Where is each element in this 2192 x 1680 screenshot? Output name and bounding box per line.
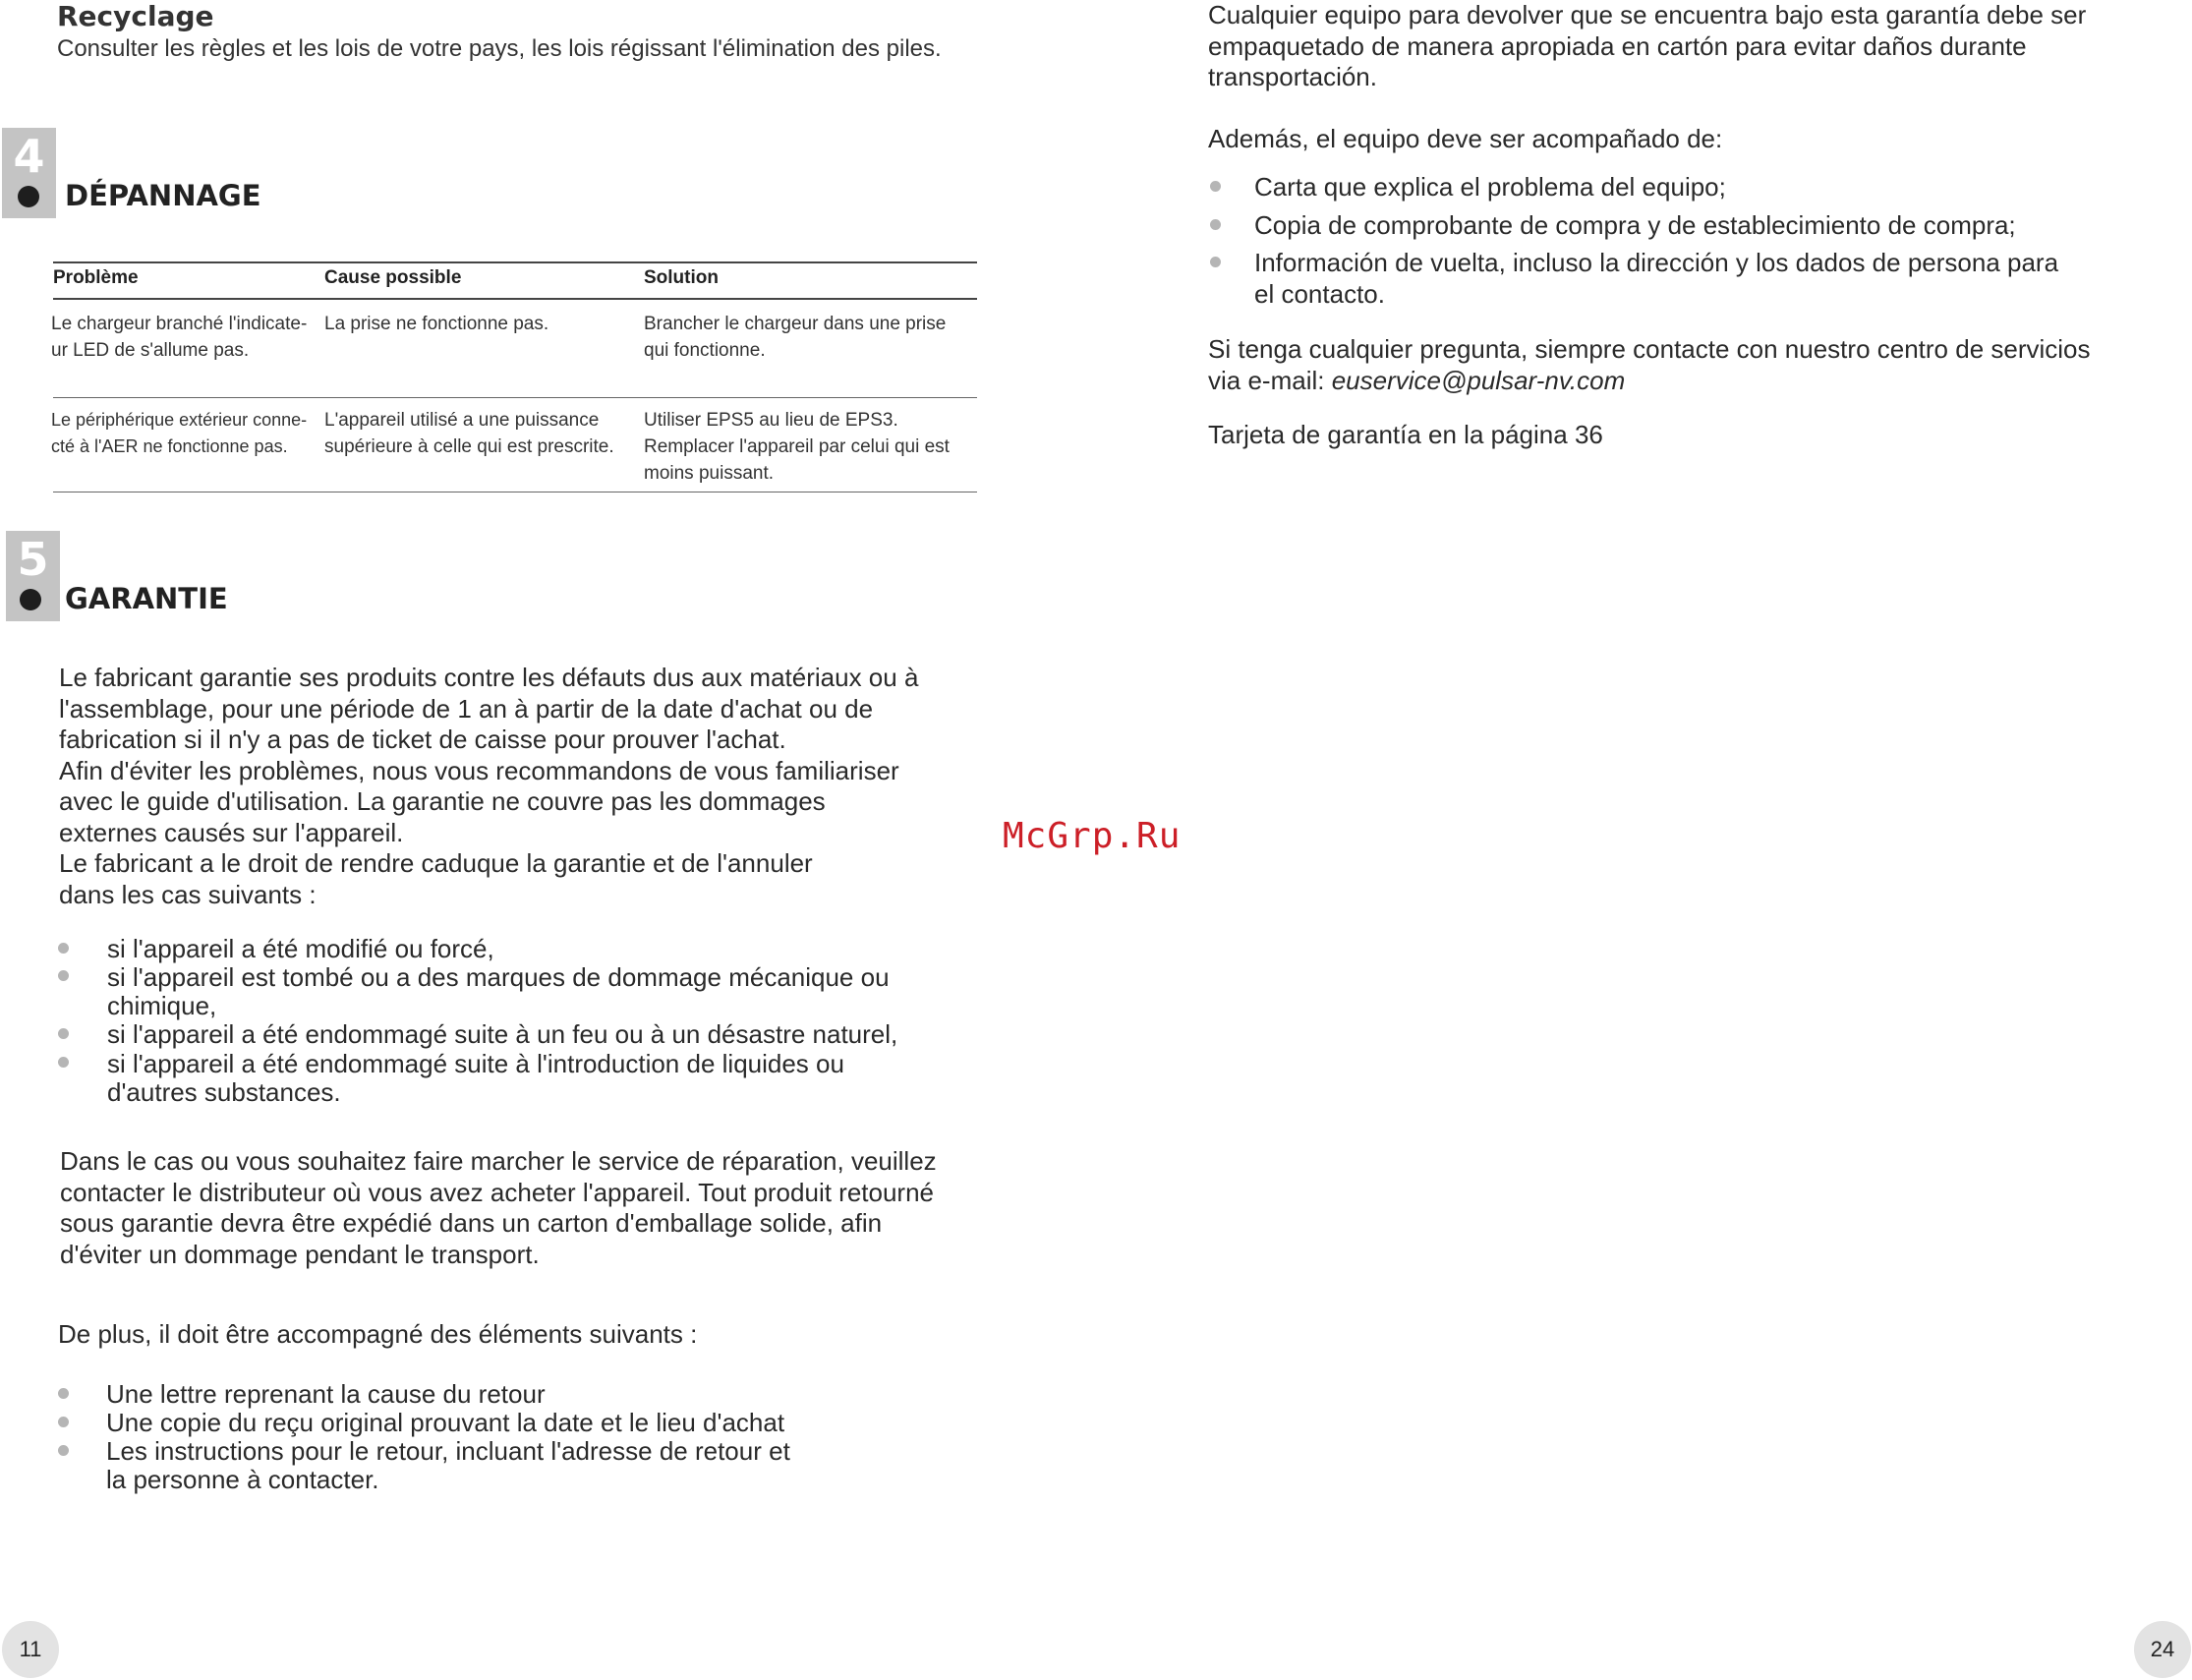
section-4-bullet (18, 186, 39, 207)
watermark: McGrp.Ru (1003, 816, 1182, 856)
list-item: si l'appareil est tombé ou a des marques de dommage mécanique ou chimique, (107, 962, 890, 1020)
page-number-right: 24 (2134, 1621, 2191, 1678)
section-5-bullet (20, 589, 41, 610)
section-4-number: 4 (13, 130, 45, 183)
list-bullet (1210, 181, 1221, 192)
list-item: si l'appareil a été modifié ou forcé, (107, 934, 494, 963)
list-item: Une lettre reprenant la cause du retour (106, 1379, 546, 1409)
accompany-intro: De plus, il doit être accompagné des éléments suivants : (58, 1319, 698, 1349)
list-bullet (58, 1057, 69, 1068)
recycling-text: Consulter les règles et les lois de votre pays, les lois régissant l'élimination des piles. (57, 35, 942, 62)
table-header-cause: Cause possible (324, 267, 462, 288)
table-header-solution: Solution (644, 267, 719, 288)
warranty-card-note: Tarjeta de garantía en la página 36 (1208, 420, 1603, 449)
table-row-2-solution: Utiliser EPS5 au lieu de EPS3. Remplacer l'appareil par celui qui est moins puissant. (644, 410, 950, 484)
table-header-problem: Problème (53, 267, 139, 288)
list-item: Copia de comprobante de compra y de establecimiento de compra; (1254, 210, 2016, 240)
list-item: si l'appareil a été endommagé suite à l'introduction de liquides ou d'autres substances. (107, 1049, 844, 1107)
table-row-1-problem: Le chargeur branché l'indicate- ur LED de s'allume pas. (51, 314, 308, 361)
packing-paragraph: Cualquier equipo para devolver que se encuentra bajo esta garantía debe ser empaquetado de manera apropiada en cartón para evitar daños durante transportación. (1208, 0, 2087, 91)
list-bullet (58, 1388, 69, 1399)
table-row-1-solution: Brancher le chargeur dans une prise qui fonctionne. (644, 314, 947, 361)
list-bullet (58, 943, 69, 954)
table-row-2-cause: L'appareil utilisé a une puissance supérieure à celle qui est prescrite. (324, 410, 614, 457)
list-item: Une copie du reçu original prouvant la date et le lieu d'achat (106, 1408, 785, 1437)
list-bullet (58, 970, 69, 981)
table-row-1-cause: La prise ne fonctionne pas. (324, 314, 549, 334)
list-bullet (1210, 219, 1221, 230)
list-bullet (58, 1417, 69, 1427)
repair-service-paragraph: Dans le cas ou vous souhaitez faire marcher le service de réparation, veuillez contacter le distributeur où vous avez acheter l'appareil. Tout produit retourné sous garantie devra être expédié dans un carton d'emballage solide, afin d'éviter un dommage pendant le transport. (60, 1146, 937, 1269)
accompany-intro-es: Además, el equipo deve ser acompañado de: (1208, 124, 1723, 153)
table-header-rule (53, 298, 977, 300)
list-item: si l'appareil a été endommagé suite à un feu ou à un désastre naturel, (107, 1019, 898, 1049)
section-4-title: DÉPANNAGE (65, 179, 261, 212)
warranty-intro: Le fabricant garantie ses produits contre les défauts dus aux matériaux ou à l'assemblage, pour une période de 1 an à partir de la date d'achat ou de fabrication si il n'y a pas de ticket de caisse pour prouver l'achat. Afin d'éviter les problèmes, nous vous recommandons de vous familiariser avec le guide d'utilisation. La garantie ne couvre pas les dommages externes causés sur l'appareil. Le fabricant a le droit de rendre caduque la garantie et de l'annuler dans les cas suivants : (59, 663, 919, 909)
table-top-rule (53, 261, 977, 263)
contact-paragraph: Si tenga cualquier pregunta, siempre contacte con nuestro centro de servicios via e-mail: euservice@pulsar-nv.com (1208, 334, 2091, 395)
section-5-title: GARANTIE (65, 582, 228, 615)
list-bullet (1210, 257, 1221, 267)
list-bullet (58, 1028, 69, 1039)
section-5-number: 5 (17, 533, 49, 586)
list-bullet (58, 1445, 69, 1456)
contact-prefix: via e-mail: (1208, 365, 1332, 395)
list-item: Carta que explica el problema del equipo; (1254, 172, 1726, 202)
list-item: Les instructions pour le retour, incluant l'adresse de retour et la personne à contacter. (106, 1436, 790, 1494)
contact-email-link[interactable]: euservice@pulsar-nv.com (1331, 365, 1626, 395)
recycling-heading: Recyclage (57, 0, 214, 32)
table-row-divider (53, 397, 977, 398)
table-row-2-problem: Le périphérique extérieur conne- cté à l'AER ne fonctionne pas. (51, 410, 308, 456)
list-item: Información de vuelta, incluso la dirección y los dados de persona para el contacto. (1254, 248, 2059, 309)
page-number-left: 11 (2, 1621, 59, 1678)
